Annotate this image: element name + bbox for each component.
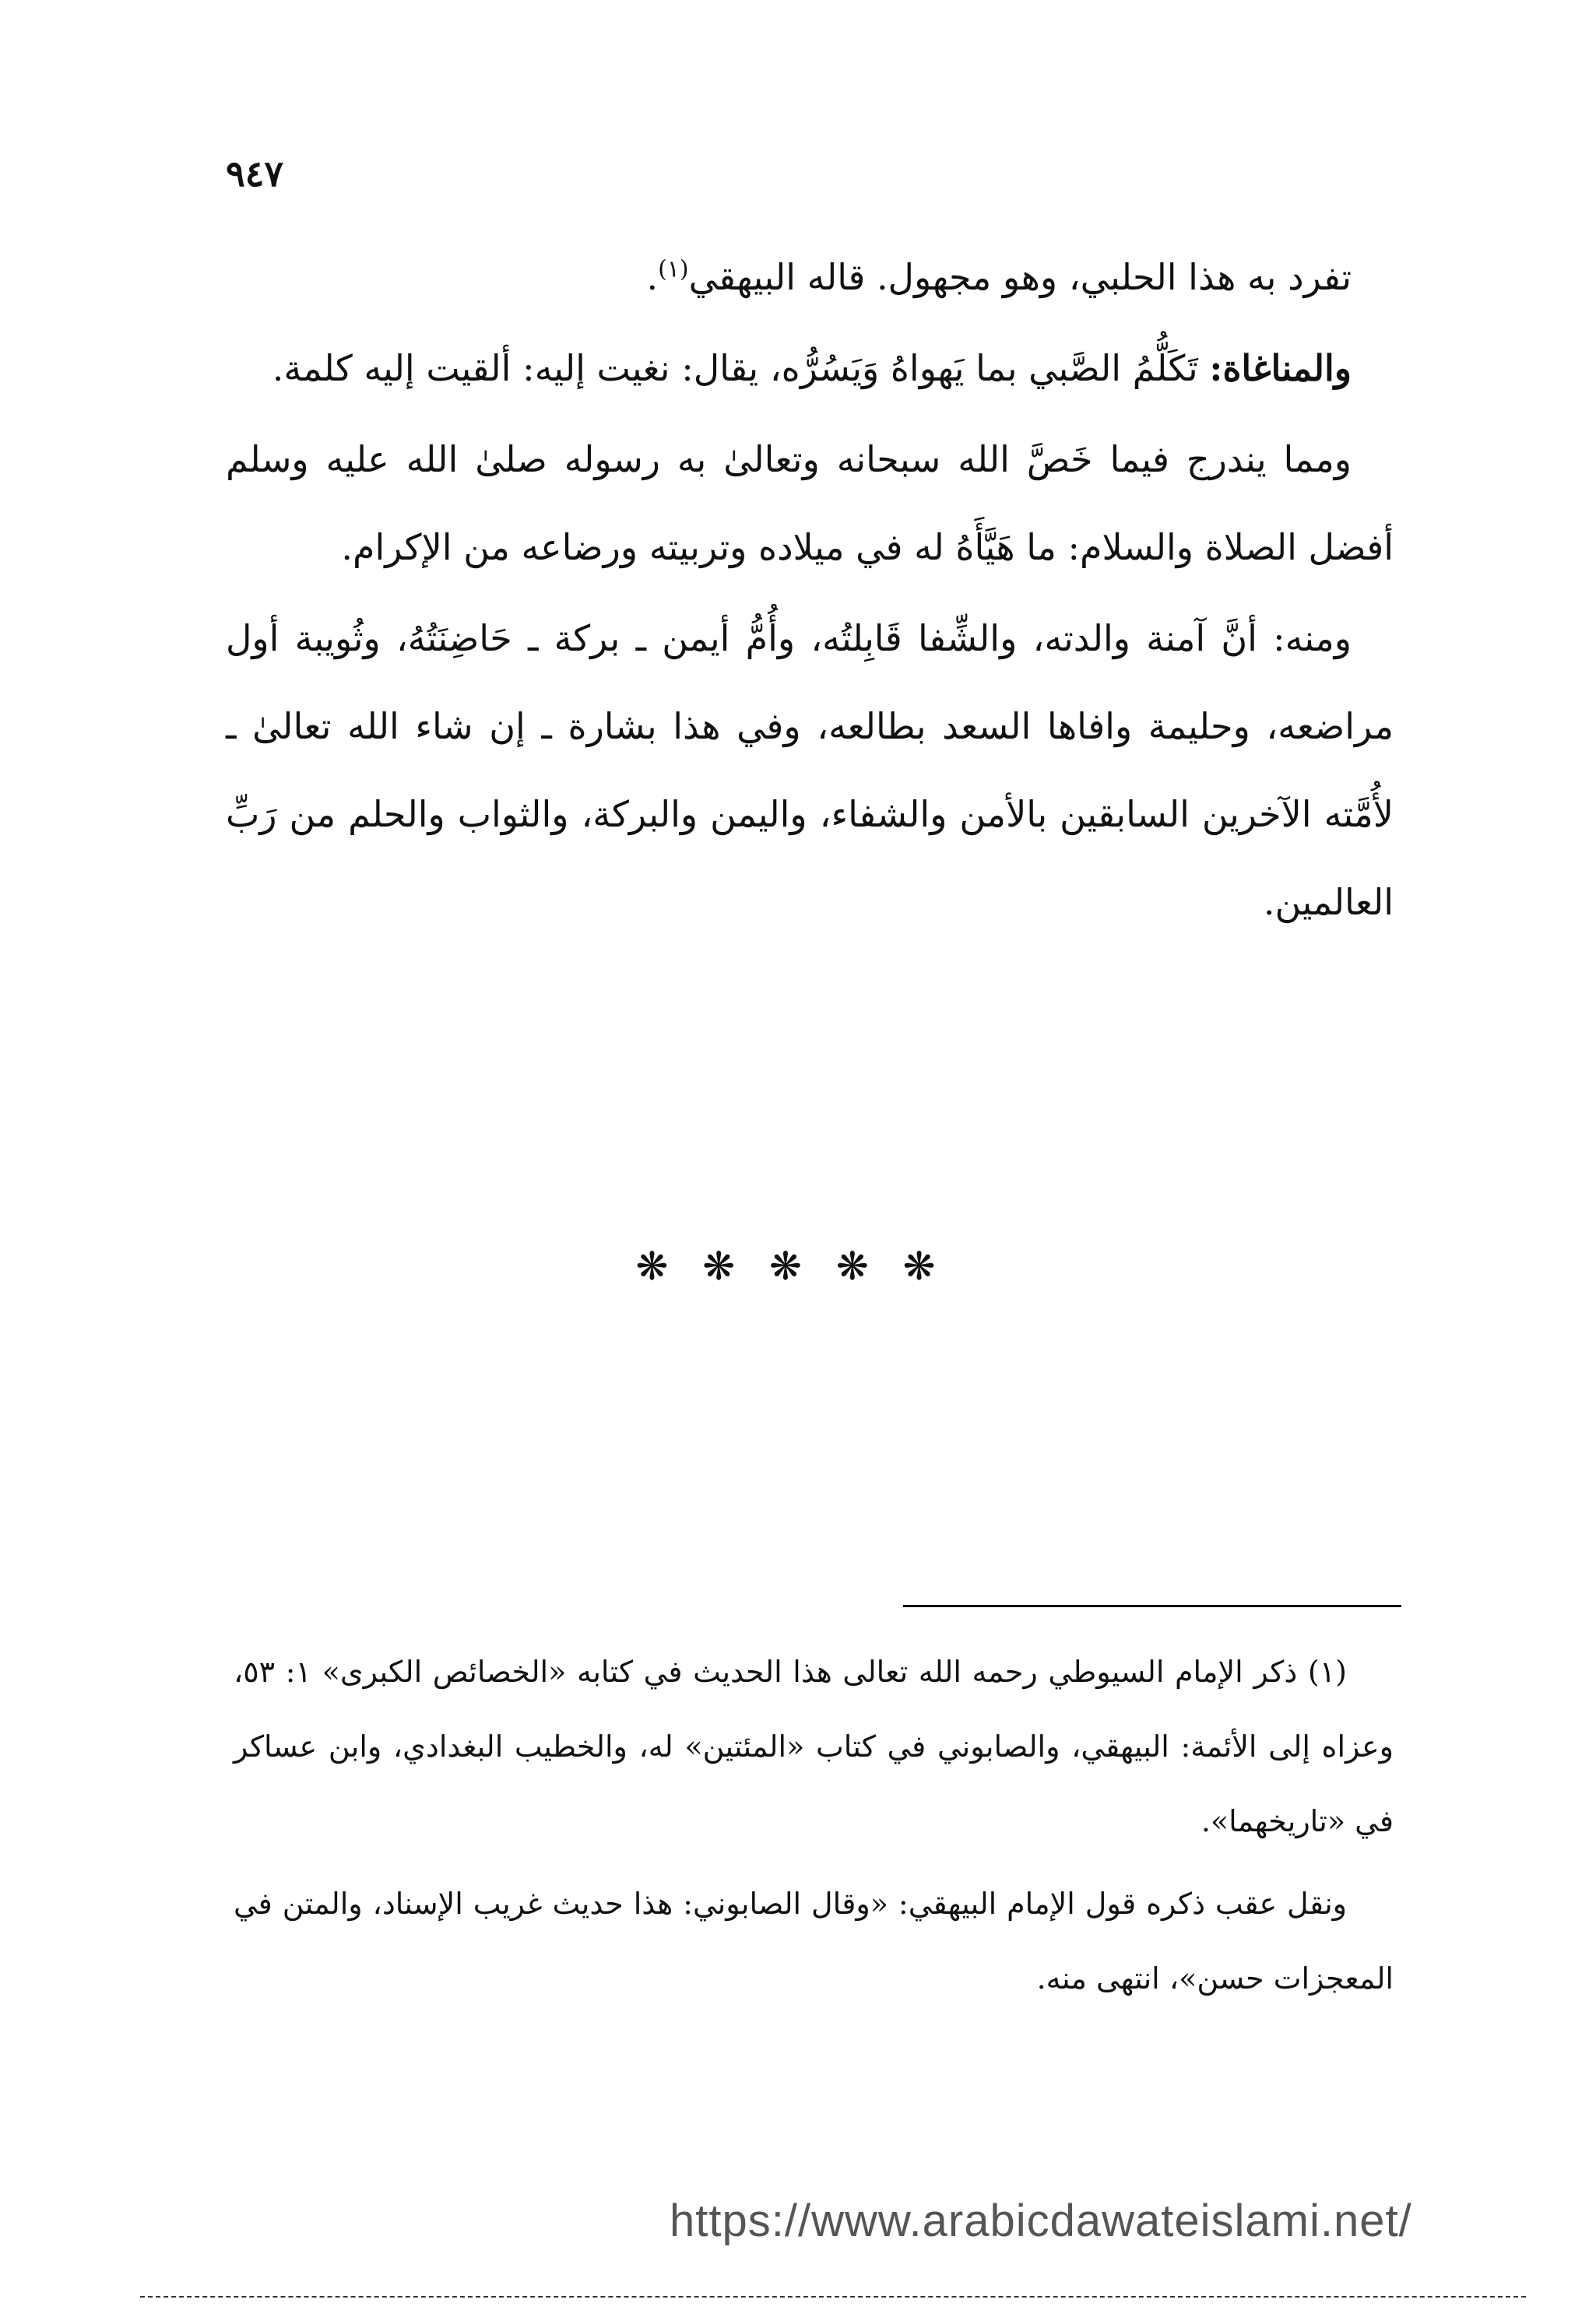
page-number: ٩٤٧	[226, 153, 284, 195]
paragraph-1-text: تفرد به هذا الحلبي، وهو مجهول. قاله البيهقي	[688, 256, 1352, 298]
paragraph-1-end: .	[646, 256, 659, 298]
paragraph-1	[226, 233, 1394, 321]
footnote-1: (١) ذكر الإمام السيوطي رحمه الله تعالى هذا الحديث في كتابه «الخصائص الكبرى» ١: ٥٣، وعزاه إلى الأئمة: البيهقي، والصابوني في كتاب «المئتين» له، والخطيب البغدادي، وابن عساكر في «تاريخهما».	[234, 1655, 1394, 1838]
section-separator: ❋ ❋ ❋ ❋ ❋	[635, 1244, 947, 1289]
footnote-ref-1: (١)	[658, 255, 689, 283]
footnote-rule	[903, 1605, 1401, 1607]
footnote-1-continuation: ونقل عقب ذكره قول الإمام البيهقي: «وقال الصابوني: هذا حديث غريب الإسناد، والمتن في المعجزات حسن»، انتهى منه.	[234, 1887, 1394, 1996]
main-text	[226, 233, 1394, 950]
watermark-url: https://www.arabicdawateislami.net/	[670, 2196, 1412, 2246]
paragraph-2-text: تَكَلُّمُ الصَّبي بما يَهواهُ وَيَسُرُّه، يقال: نغيت إليه: ألقيت إليه كلمة.	[272, 347, 1210, 389]
footnotes	[234, 1634, 1394, 2024]
paragraph-3: ومما يندرج فيما خَصَّ الله سبحانه وتعالىٰ به رسوله صلىٰ الله عليه وسلم أفضل الصلاة والسلام: ما هَيَّأَهُ له في ميلاده وتربيته ورضاعه من الإكرام.	[226, 438, 1394, 568]
paragraph-2	[226, 325, 1394, 412]
paragraph-4: ومنه: أنَّ آمنة والدته، والشِّفا قَابِلتُه، وأُمُّ أيمن ـ بركة ـ حَاضِنَتُهُ، وثُويبة أول مراضعه، وحليمة وافاها السعد بطالعه، وفي هذا بشارة ـ إن شاء الله تعالىٰ ـ لأُمَّته الآخرين السابقين بالأمن والشفاء، واليمن والبركة، والثواب والحلم من رَبِّ العالمين.	[226, 617, 1394, 923]
definition-term: والمناغاة:	[1209, 347, 1352, 389]
bottom-scan-lines	[140, 2296, 1526, 2298]
